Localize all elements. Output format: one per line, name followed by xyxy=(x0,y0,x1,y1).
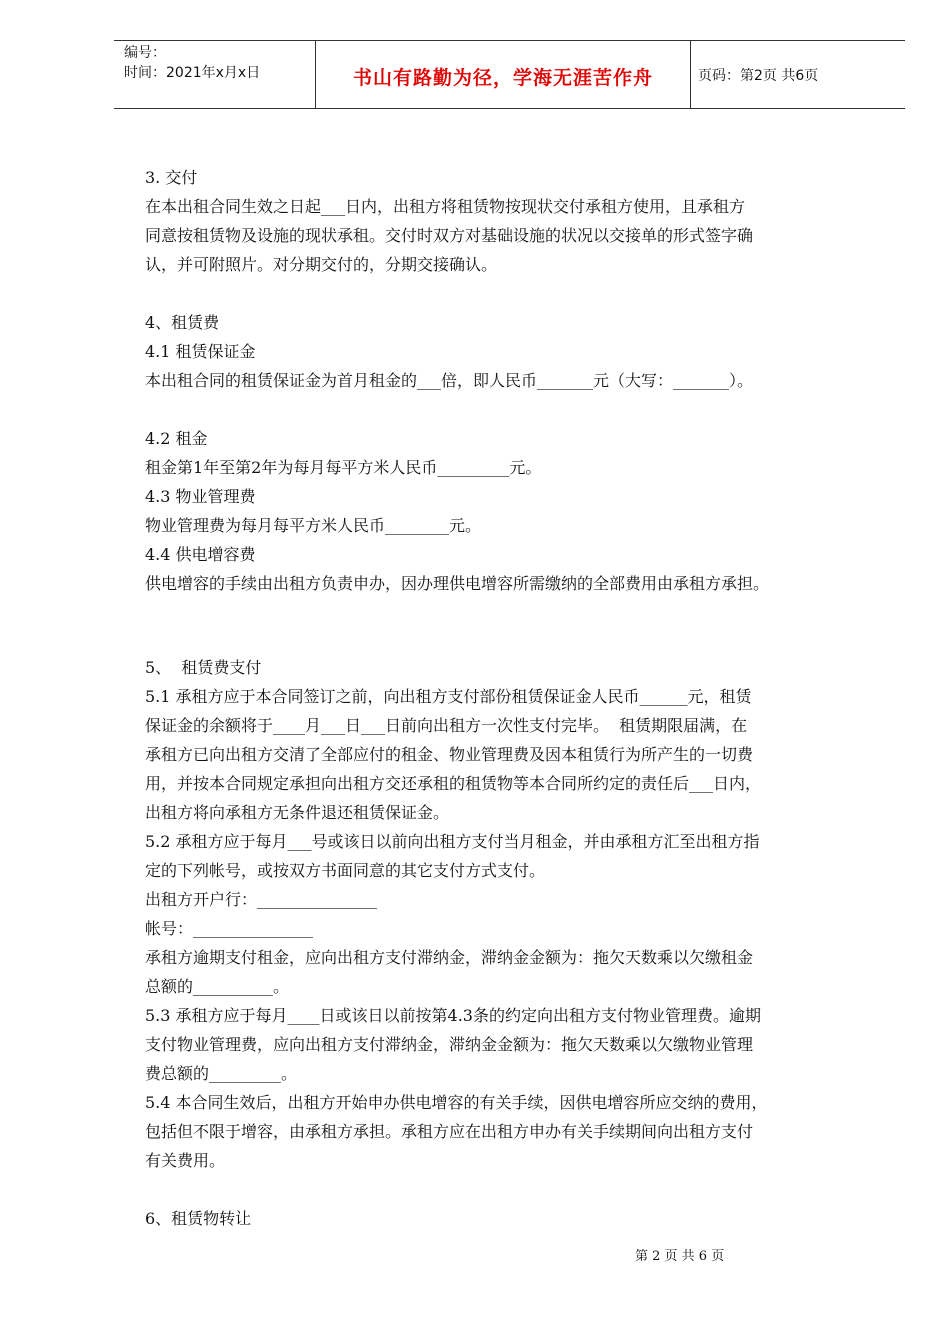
spacer xyxy=(145,598,890,653)
header-info-cell xyxy=(124,41,314,108)
paragraph-line: 承租方逾期支付租金，应向出租方支付滞纳金，滞纳金金额为：拖欠天数乘以欠缴租金 xyxy=(145,948,754,967)
section-4-title: 4、租赁费 xyxy=(145,313,220,332)
paragraph-line: 有关费用。 xyxy=(145,1151,226,1170)
paragraph-line: 5.2 承租方应于每月___号或该日以前向出租方支付当月租金，并由承租方汇至出租方指 xyxy=(145,832,760,851)
section-4-3-title: 4.3 物业管理费 xyxy=(145,487,256,506)
section-6-title: 6、租赁物转让 xyxy=(145,1209,252,1228)
paragraph-line: 租金第1年至第2年为每月每平方米人民币_________元。 xyxy=(145,458,542,477)
document-time-label: 时间：2021年x月x日 xyxy=(124,65,261,81)
section-5-title: 5、 租赁费支付 xyxy=(145,658,262,677)
paragraph-line: 承租方已向出租方交清了全部应付的租金、物业管理费及因本租赁行为所产生的一切费 xyxy=(145,745,754,764)
header-motto: 书山有路勤为径，学海无涯苦作舟 xyxy=(352,67,653,89)
paragraph-line: 供电增容的手续由出租方负责申办，因办理供电增容所需缴纳的全部费用由承租方承担。 xyxy=(145,574,770,593)
document-body xyxy=(145,163,890,1233)
bank-field-line: 出租方开户行：_______________ xyxy=(145,890,378,909)
paragraph-line: 同意按租赁物及设施的现状承租。交付时双方对基础设施的状况以交接单的形式签字确 xyxy=(145,226,754,245)
paragraph-line: 在本出租合同生效之日起___日内，出租方将租赁物按现状交付承租方使用，且承租方 xyxy=(145,197,746,216)
spacer xyxy=(145,1175,890,1204)
paragraph-line: 5.3 承租方应于每月____日或该日以前按第4.3条的约定向出租方支付物业管理费。逾期 xyxy=(145,1006,761,1025)
header-motto-cell xyxy=(315,41,691,108)
section-4-4-title: 4.4 供电增容费 xyxy=(145,545,256,564)
paragraph-line: 包括但不限于增容，由承租方承担。承租方应在出租方申办有关手续期间向出租方支付 xyxy=(145,1122,754,1141)
paragraph-line: 本出租合同的租赁保证金为首月租金的___倍，即人民币_______元（大写：_______）。 xyxy=(145,371,754,390)
section-4-1-title: 4.1 租赁保证金 xyxy=(145,342,256,361)
paragraph-line: 5.1 承租方应于本合同签订之前，向出租方支付部份租赁保证金人民币______元，租赁 xyxy=(145,687,752,706)
paragraph-line: 用，并按本合同规定承担向出租方交还承租的租赁物等本合同所约定的责任后___日内， xyxy=(145,774,762,793)
page-header xyxy=(114,40,905,109)
paragraph-line: 支付物业管理费，应向出租方支付滞纳金，滞纳金金额为：拖欠天数乘以欠缴物业管理 xyxy=(145,1035,754,1054)
paragraph-line: 物业管理费为每月每平方米人民币________元。 xyxy=(145,516,482,535)
paragraph-line: 出租方将向承租方无条件退还租赁保证金。 xyxy=(145,803,450,822)
paragraph-line: 定的下列帐号，或按双方书面同意的其它支付方式支付。 xyxy=(145,861,546,880)
spacer xyxy=(145,395,890,424)
page-footer-number: 第 2 页 共 6 页 xyxy=(635,1249,725,1264)
paragraph-line: 认，并可附照片。对分期交付的，分期交接确认。 xyxy=(145,255,498,274)
document-number-label: 编号： xyxy=(124,45,166,61)
paragraph-line: 5.4 本合同生效后，出租方开始申办供电增容的有关手续，因供电增容所应交纳的费用， xyxy=(145,1093,768,1112)
spacer xyxy=(145,279,890,308)
section-4-2-title: 4.2 租金 xyxy=(145,429,208,448)
section-3-title: 3. 交付 xyxy=(145,168,198,187)
header-page-label: 页码：第2页 共6页 xyxy=(698,68,819,84)
paragraph-line: 总额的__________。 xyxy=(145,977,290,996)
paragraph-line: 费总额的_________。 xyxy=(145,1064,298,1083)
paragraph-line: 保证金的余额将于____月___日___日前向出租方一次性支付完毕。 租赁期限届满，在 xyxy=(145,716,748,735)
account-field-line: 帐号：_______________ xyxy=(145,919,314,938)
